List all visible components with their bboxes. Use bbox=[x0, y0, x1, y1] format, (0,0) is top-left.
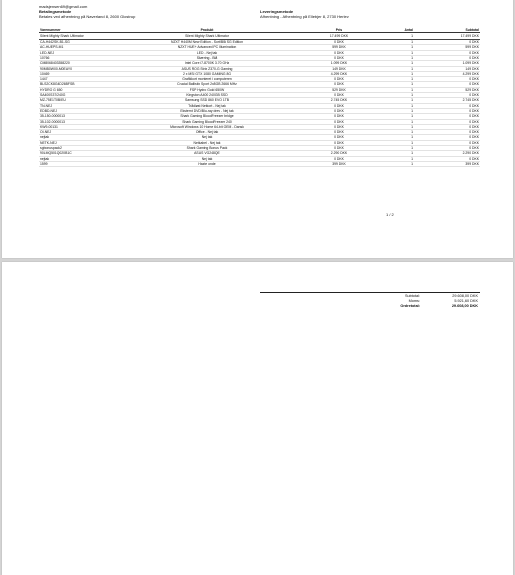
cell-price: 0 DKK bbox=[301, 108, 377, 113]
cell-sku: EDBD-NEJ bbox=[39, 108, 113, 113]
delivery-info bbox=[260, 4, 480, 19]
cell-price: 0 DKK bbox=[301, 103, 377, 108]
header-price: Pris bbox=[301, 28, 377, 33]
cell-product: NZXT HUE+ Advanced PC Illumination bbox=[113, 45, 301, 50]
header-product: Produkt bbox=[113, 28, 301, 33]
cell-subtotal: 4.299 DKK bbox=[414, 71, 480, 76]
cell-subtotal: 0 DKK bbox=[414, 146, 480, 151]
cell-product: LED - Nej tak bbox=[113, 50, 301, 55]
cell-product: ASUS VG248QE bbox=[113, 151, 301, 156]
cell-sku: Silent Mighty Shark Ultimator bbox=[39, 33, 113, 40]
cell-qty: 1 bbox=[377, 50, 414, 55]
cell-subtotal: 599 DKK bbox=[414, 45, 480, 50]
header-qty: Antal bbox=[377, 28, 414, 33]
totals-divider bbox=[260, 292, 480, 293]
table-row bbox=[39, 161, 480, 166]
cell-sku: HYDRO G 650 bbox=[39, 87, 113, 92]
cell-sku: 1447 bbox=[39, 77, 113, 82]
cell-subtotal: 0 DKK bbox=[414, 156, 480, 161]
cell-sku: CM8068403358220 bbox=[39, 61, 113, 66]
cell-price: 0 DKK bbox=[301, 124, 377, 129]
cell-product: Silent Mighty Shark Ultimator bbox=[113, 33, 301, 40]
cell-product: Netkabel - Nej tak bbox=[113, 140, 301, 145]
totals-block bbox=[260, 292, 480, 309]
cell-qty: 1 bbox=[377, 71, 414, 76]
cell-subtotal: 0 DKK bbox=[414, 108, 480, 113]
payment-text: Betales ved afhentning på Naverland 8, 2600 Glostrup bbox=[39, 14, 136, 19]
cell-subtotal: 0 DKK bbox=[414, 140, 480, 145]
customer-email: madsjensen69@gmail.com bbox=[39, 4, 88, 9]
cell-qty: 1 bbox=[377, 61, 414, 66]
cell-subtotal: 0 DKK bbox=[414, 77, 480, 82]
cell-subtotal: 0 DKK bbox=[414, 40, 480, 45]
cell-price: 529 DKK bbox=[301, 87, 377, 92]
cell-subtotal: 0 DKK bbox=[414, 124, 480, 129]
cell-qty: 1 bbox=[377, 156, 414, 161]
cell-sku: 35-102-0000013 bbox=[39, 119, 113, 124]
payment-heading: Betalingsmetode bbox=[39, 9, 72, 14]
cell-subtotal: 2.290 DKK bbox=[414, 151, 480, 156]
cell-sku: 10766 bbox=[39, 55, 113, 60]
header-sku: Varenummer bbox=[39, 28, 113, 33]
cell-subtotal: 399 DKK bbox=[414, 161, 480, 166]
cell-price: 0 DKK bbox=[301, 40, 377, 45]
cell-sku: SA400S37/240G bbox=[39, 93, 113, 98]
cell-sku: LED-NEJ bbox=[39, 50, 113, 55]
cell-qty: 1 bbox=[377, 87, 414, 92]
cell-product: Shark Gaming Bonus Pack bbox=[113, 146, 301, 151]
subtotal-label: Subtotal: bbox=[405, 294, 420, 298]
cell-price: 0 DKK bbox=[301, 146, 377, 151]
table-row-main-product bbox=[39, 33, 480, 40]
cell-sku: 90LMQ501Q020B1C bbox=[39, 151, 113, 156]
cell-sku: nejtak bbox=[39, 135, 113, 140]
cell-qty: 1 bbox=[377, 161, 414, 166]
cell-sku: KW9-00131 bbox=[39, 124, 113, 129]
cell-sku: 35-150-0000013 bbox=[39, 114, 113, 119]
cell-product: Hazte onde bbox=[113, 161, 301, 166]
cell-product: 2 x MSI GTX 1080 GAMING 8G bbox=[113, 71, 301, 76]
invoice-page-2 bbox=[2, 262, 513, 575]
cell-qty: 1 bbox=[377, 40, 414, 45]
cell-price: 149 DKK bbox=[301, 66, 377, 71]
cell-price: 0 DKK bbox=[301, 93, 377, 98]
cell-sku: NETK-NEJ bbox=[39, 140, 113, 145]
cell-sku: 10469 bbox=[39, 71, 113, 76]
cell-subtotal: 529 DKK bbox=[414, 87, 480, 92]
subtotal-value: 29.608,00 DKK bbox=[452, 294, 478, 298]
cell-subtotal: 2.745 DKK bbox=[414, 98, 480, 103]
cell-product: Grafikkort monteret i computeren bbox=[113, 77, 301, 82]
cell-price: 399 DKK bbox=[301, 161, 377, 166]
cell-subtotal: 149 DKK bbox=[414, 66, 480, 71]
cell-qty: 1 bbox=[377, 82, 414, 87]
page-number: 1 / 2 bbox=[386, 212, 394, 217]
cell-subtotal: 0 DKK bbox=[414, 135, 480, 140]
delivery-heading: Leveringsmetode bbox=[260, 9, 294, 14]
cell-subtotal: 0 DKK bbox=[414, 50, 480, 55]
cell-qty: 1 bbox=[377, 130, 414, 135]
cell-qty: 1 bbox=[377, 151, 414, 156]
cell-price: 0 DKK bbox=[301, 55, 377, 60]
cell-qty: 1 bbox=[377, 33, 414, 40]
cell-price: 1.099 DKK bbox=[301, 61, 377, 66]
cell-subtotal: 0 DKK bbox=[414, 93, 480, 98]
cell-subtotal: 0 DKK bbox=[414, 130, 480, 135]
cell-sku: MZ-75E1T0B/EU bbox=[39, 98, 113, 103]
cell-price: 0 DKK bbox=[301, 82, 377, 87]
cell-subtotal: 17.499 DKK bbox=[414, 33, 480, 40]
cell-subtotal: 1.099 DKK bbox=[414, 61, 480, 66]
cell-product: Crucial Ballistix Sport 2x8GB 2666 MHz bbox=[113, 82, 301, 87]
cell-price: 0 DKK bbox=[301, 77, 377, 82]
order-total-row bbox=[260, 304, 480, 309]
cell-subtotal: 0 DKK bbox=[414, 103, 480, 108]
cell-price: 2.290 DKK bbox=[301, 151, 377, 156]
cell-qty: 1 bbox=[377, 124, 414, 129]
cell-price: 0 DKK bbox=[301, 114, 377, 119]
cell-sku: CA-H442SK-B1-SG bbox=[39, 40, 113, 45]
cell-price: 0 DKK bbox=[301, 135, 377, 140]
cell-product: ASUS ROG Strix Z370-G Gaming bbox=[113, 66, 301, 71]
cell-price: 599 DKK bbox=[301, 45, 377, 50]
cell-price: 0 DKK bbox=[301, 119, 377, 124]
cell-price: 4.299 DKK bbox=[301, 71, 377, 76]
cell-product: Microsoft Windows 10 Home 64-bit OEM - Dansk bbox=[113, 124, 301, 129]
cell-product: Nej tak bbox=[113, 135, 301, 140]
cell-product: FSP Hydro Gold 650W bbox=[113, 87, 301, 92]
cell-sku: 1599 bbox=[39, 161, 113, 166]
cell-qty: 1 bbox=[377, 55, 414, 60]
cell-qty: 1 bbox=[377, 93, 414, 98]
cell-sku: AC-HUEPS-M1 bbox=[39, 45, 113, 50]
cell-price: 0 DKK bbox=[301, 130, 377, 135]
cell-qty: 1 bbox=[377, 140, 414, 145]
cell-qty: 1 bbox=[377, 77, 414, 82]
cell-sku: 90MB0W00-M0EAY0 bbox=[39, 66, 113, 71]
cell-product: Trådløst Netkort - Nej tak bbox=[113, 103, 301, 108]
cell-qty: 1 bbox=[377, 135, 414, 140]
cell-sku: OI-NEJ bbox=[39, 130, 113, 135]
cell-product: Kingston A400 240GB SSD bbox=[113, 93, 301, 98]
cell-price: 0 DKK bbox=[301, 140, 377, 145]
cell-product: Intel Core i7-8700K 3.70 GHz bbox=[113, 61, 301, 66]
cell-qty: 1 bbox=[377, 98, 414, 103]
order-total-label: Ordretotal: bbox=[400, 304, 420, 308]
cell-product: Office - Nej tak bbox=[113, 130, 301, 135]
cell-subtotal: 0 DKK bbox=[414, 82, 480, 87]
cell-sku: sgbonuspack2 bbox=[39, 146, 113, 151]
cell-sku: nejtak bbox=[39, 156, 113, 161]
cell-qty: 1 bbox=[377, 66, 414, 71]
cell-product: Eksternt DVD/Blu-ray drev - Nej tak bbox=[113, 108, 301, 113]
cell-product: Skæring - Blå bbox=[113, 55, 301, 60]
cell-subtotal: 0 DKK bbox=[414, 114, 480, 119]
cell-qty: 1 bbox=[377, 45, 414, 50]
cell-qty: 1 bbox=[377, 108, 414, 113]
cell-price: 2.745 DKK bbox=[301, 98, 377, 103]
cell-qty: 1 bbox=[377, 119, 414, 124]
cell-subtotal: 0 DKK bbox=[414, 55, 480, 60]
moms-label: Moms: bbox=[408, 299, 420, 303]
cell-product: Shark Gaming BloodFreezer bridge bbox=[113, 114, 301, 119]
order-total-value: 29.608,00 DKK bbox=[451, 304, 478, 308]
invoice-page-1 bbox=[2, 0, 513, 258]
cell-sku: BLS2CK8G4D26BFSB bbox=[39, 82, 113, 87]
cell-qty: 1 bbox=[377, 146, 414, 151]
cell-product: NZXT H440M New Edition - Sort/Blå SG Edition bbox=[113, 40, 301, 45]
cell-product: Shark Gaming BloodFreezer 240 bbox=[113, 119, 301, 124]
customer-info bbox=[39, 4, 239, 19]
cell-qty: 1 bbox=[377, 103, 414, 108]
header-subtotal: Subtotal bbox=[414, 28, 480, 33]
cell-product: Nej tak bbox=[113, 156, 301, 161]
cell-sku: TN-NEJ bbox=[39, 103, 113, 108]
cell-qty: 1 bbox=[377, 114, 414, 119]
cell-product: Samsung SSD 860 EVO 1TB bbox=[113, 98, 301, 103]
delivery-text: Afhentning - Afhentning på Ellebjer 8, 2730 Herlev bbox=[260, 14, 349, 19]
cell-price: 0 DKK bbox=[301, 50, 377, 55]
cell-price: 0 DKK bbox=[301, 156, 377, 161]
order-items-table bbox=[39, 28, 480, 167]
cell-price: 17.499 DKK bbox=[301, 33, 377, 40]
cell-subtotal: 0 DKK bbox=[414, 119, 480, 124]
moms-value: 5.921,60 DKK bbox=[454, 299, 478, 303]
